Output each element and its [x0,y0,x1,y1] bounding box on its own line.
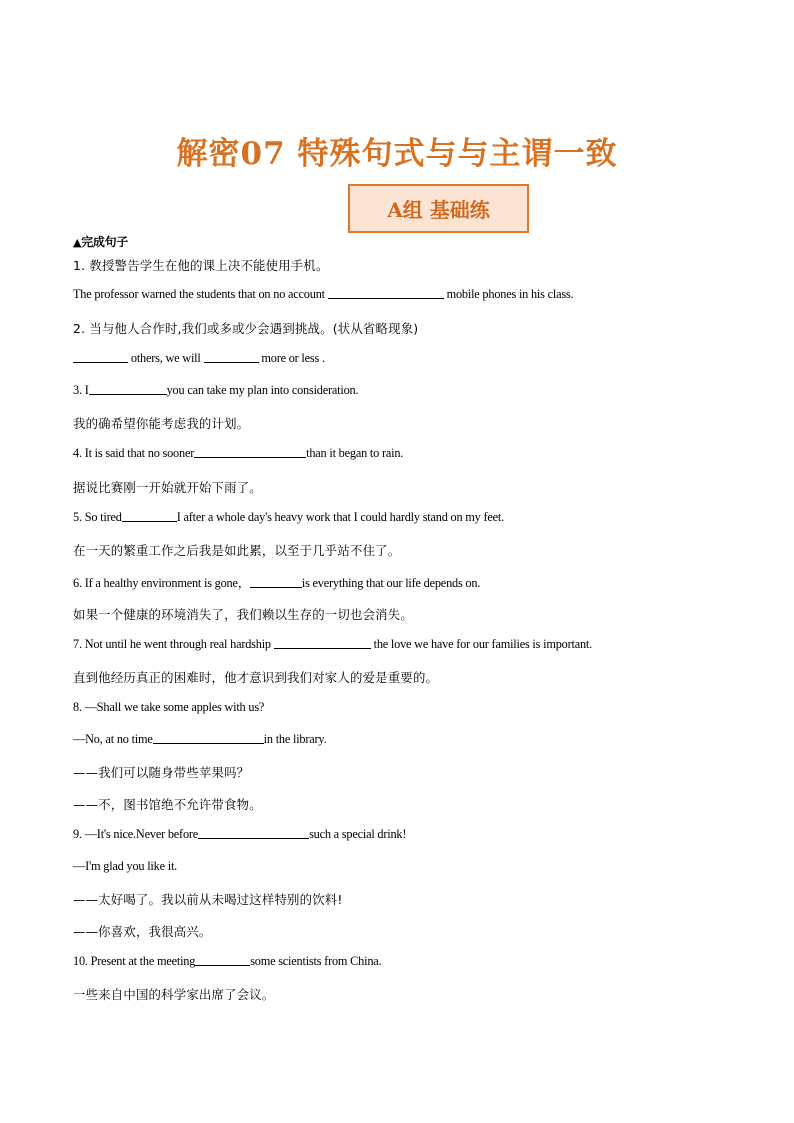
page-title: 解密07 特殊句式与与主谓一致 [176,136,618,172]
exercise-line [73,478,262,496]
section-heading-label: 完成句子 [81,235,128,249]
line-text: 2. 当与他人合作时,我们或多或少会遇到挑战。(状从省略现象) [73,321,419,336]
exercise-line [73,732,326,747]
exercise-line [73,890,343,908]
answer-blank[interactable] [198,827,309,839]
exercise-line [73,637,592,652]
line-text: I after a whole day's heavy work that I could hardly stand on my feet. [176,510,504,524]
line-text: ——太好喝了。我以前从未喝过这样特别的饮料! [73,892,343,907]
line-text: ——我们可以随身带些苹果吗？ [73,765,250,780]
exercise-line [73,827,406,842]
exercise-line [73,287,573,302]
line-text: is everything that our life depends on. [301,576,481,590]
answer-blank[interactable] [73,351,128,363]
line-text: 直到他经历真正的困难时，他才意识到我们对家人的爱是重要的。 [73,670,439,685]
exercise-line [73,985,274,1003]
line-text: in the library. [263,732,327,746]
answer-blank[interactable] [328,287,444,299]
answer-blank[interactable] [274,637,371,649]
line-text: 5. So tired [73,510,122,524]
exercise-line [73,351,325,366]
answer-blank[interactable] [195,954,250,966]
exercise-line [73,541,400,559]
answer-blank[interactable] [250,576,302,588]
line-text: 8. —Shall we take some apples with us? [73,700,265,714]
line-text: 1. 教授警告学生在他的课上决不能使用手机。 [73,258,329,273]
exercise-line [73,795,262,813]
answer-blank[interactable] [122,510,177,522]
line-text: 10. Present at the meeting [73,954,196,968]
line-text: 据说比赛刚一开始就开始下雨了。 [73,480,262,495]
line-text: you can take my plan into consideration. [166,383,359,397]
exercise-line [73,859,177,874]
line-text: 6. If a healthy environment is gone， [73,576,250,590]
exercise-line [73,605,413,623]
exercise-line [73,319,418,337]
section-heading [73,233,128,250]
line-text: the love we have for our families is important. [370,637,592,651]
line-text: than it began to rain. [306,446,404,460]
exercise-line [73,954,381,969]
line-text: 3. I [73,383,89,397]
exercise-line [73,700,264,715]
line-text: —No, at no time [73,732,153,746]
line-text: 我的确希望你能考虑我的计划。 [73,416,250,431]
exercise-line [73,668,438,686]
line-text: 如果一个健康的环境消失了，我们赖以生存的一切也会消失。 [73,607,413,622]
answer-blank[interactable] [194,446,306,458]
group-badge: A组 基础练 [348,184,529,233]
line-text: others, we will [128,351,204,365]
line-text: some scientists from China. [250,954,382,968]
line-text: 7. Not until he went through real hardship [73,637,274,651]
line-text: more or less . [258,351,325,365]
exercise-line [73,256,329,274]
exercise-line [73,763,249,781]
line-text: 4. It is said that no sooner [73,446,195,460]
line-text: such a special drink! [309,827,407,841]
exercise-line [73,414,249,432]
line-text: 在一天的繁重工作之后我是如此累，以至于几乎站不住了。 [73,543,401,558]
triangle-marker-icon: ▲ [73,236,82,249]
answer-blank[interactable] [153,732,264,744]
line-text: 一些来自中国的科学家出席了会议。 [73,987,275,1002]
line-text: 9. —It's nice.Never before [73,827,199,841]
answer-blank[interactable] [89,383,167,395]
line-text: The professor warned the students that on no account [73,287,328,301]
line-text: ——你喜欢，我很高兴。 [73,924,212,939]
exercise-line [73,573,480,591]
line-text: —I'm glad you like it. [73,859,178,873]
line-text: ——不，图书馆绝不允许带食物。 [73,797,262,812]
line-text: mobile phones in his class. [443,287,574,301]
exercise-line [73,446,403,461]
exercise-line [73,510,504,525]
exercise-line [73,922,212,940]
exercise-line [73,383,358,398]
answer-blank[interactable] [204,351,259,363]
